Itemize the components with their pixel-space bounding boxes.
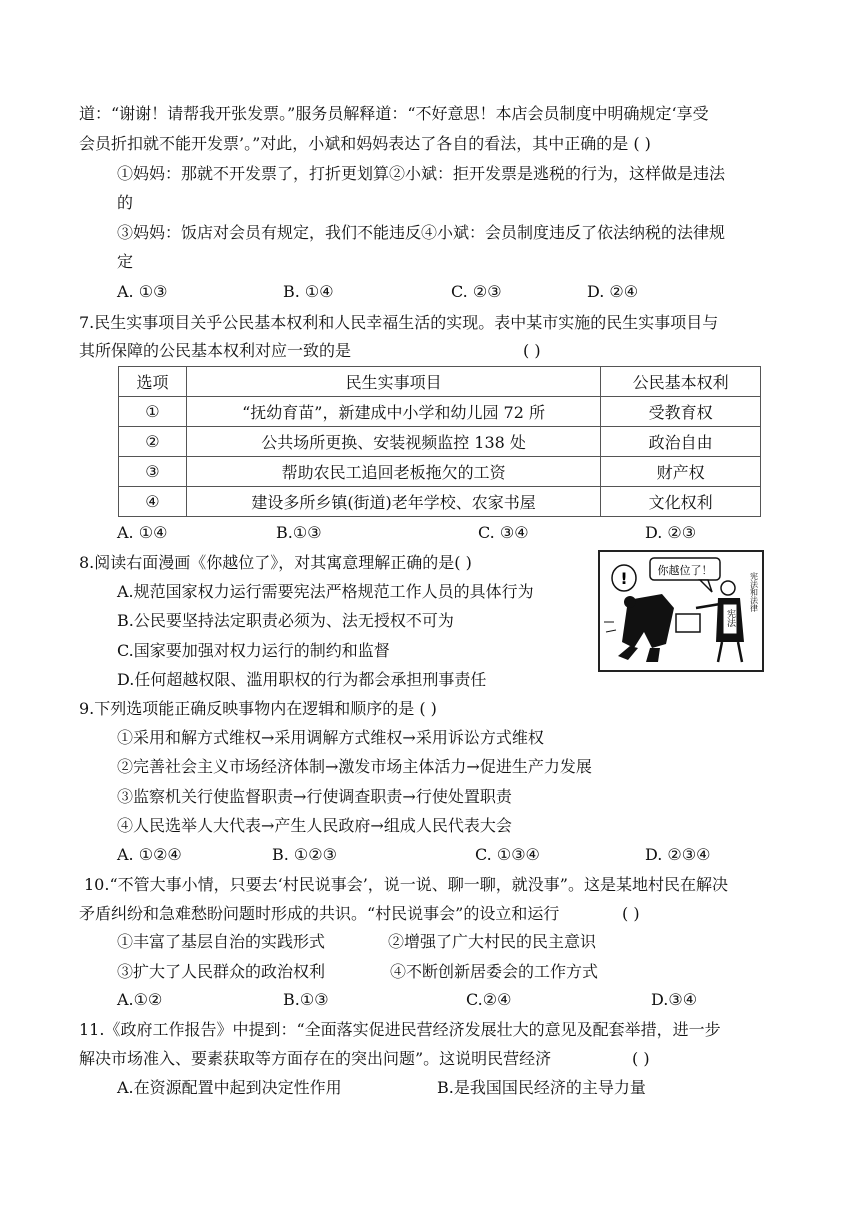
q10-item-4: ④不断创新居委会的工作方式 bbox=[390, 962, 599, 981]
q8-option-c: C.国家要加强对权力运行的制约和监督 bbox=[117, 641, 390, 660]
q10-stem-line-1: 10.“不管大事小情，只要去‘村民说事会’，说一说、聊一聊，就没事”。这是某地村民在解决 bbox=[84, 875, 728, 894]
q10-stem-line-2: 矛盾纠纷和急难愁盼问题时形成的共识。“村民说事会”的设立和运行 bbox=[79, 904, 560, 923]
q6-item-1-cont: 的 bbox=[117, 193, 134, 212]
q7-stem-line-1: 7.民生实事项目关乎公民基本权利和人民幸福生活的实现。表中某市实施的民生实事项目与 bbox=[79, 313, 719, 332]
q6-item-2: ③妈妈：饭店对会员有规定，我们不能违反④小斌：会员制度违反了依法纳税的法律规 bbox=[117, 223, 726, 242]
table-row bbox=[119, 487, 761, 517]
table-cell: 帮助农民工追回老板拖欠的工资 bbox=[186, 457, 600, 487]
q10-item-2: ②增强了广大村民的民主意识 bbox=[388, 932, 597, 951]
q6-option-d: D. ②④ bbox=[587, 282, 639, 301]
q7-option-c: C. ③④ bbox=[478, 523, 529, 542]
table-cell: ① bbox=[119, 397, 187, 427]
table-header-cell: 公民基本权利 bbox=[601, 367, 761, 397]
table-header-cell: 选项 bbox=[119, 367, 187, 397]
q8-option-b: B.公民要坚持法定职责必须为、法无授权不可为 bbox=[117, 611, 454, 630]
table-cell: 文化权利 bbox=[601, 487, 761, 517]
q7-option-d: D. ②③ bbox=[645, 523, 697, 542]
cartoon-image bbox=[598, 550, 764, 672]
table-cell: ④ bbox=[119, 487, 187, 517]
q9-item-1: ①采用和解方式维权→采用调解方式维权→采用诉讼方式维权 bbox=[117, 728, 544, 747]
table-header-row bbox=[119, 367, 761, 397]
table-cell: 受教育权 bbox=[601, 397, 761, 427]
q7-table bbox=[118, 366, 761, 517]
q6-item-1: ①妈妈：那就不开发票了，打折更划算②小斌：拒开发票是逃税的行为，这样做是违法 bbox=[117, 164, 726, 183]
table-cell: “抚幼育苗”，新建成中小学和幼儿园 72 所 bbox=[186, 397, 600, 427]
q9-option-a: A. ①②④ bbox=[117, 845, 182, 864]
q6-option-a: A. ①③ bbox=[117, 282, 168, 301]
table-row bbox=[119, 397, 761, 427]
table-row bbox=[119, 457, 761, 487]
q9-stem: 9.下列选项能正确反映事物内在逻辑和顺序的是 ( ) bbox=[79, 699, 437, 718]
q7-answer-paren: ( ) bbox=[523, 341, 541, 360]
q6-line-2: 会员折扣就不能开发票’。”对此，小斌和妈妈表达了各自的看法，其中正确的是 ( ) bbox=[79, 134, 651, 153]
q7-option-a: A. ①④ bbox=[117, 523, 168, 542]
side-text: 宪法和法律 bbox=[749, 572, 759, 612]
q10-answer-paren: ( ) bbox=[622, 904, 640, 923]
q10-option-b: B.①③ bbox=[283, 990, 329, 1009]
q9-option-b: B. ①②③ bbox=[272, 845, 337, 864]
q6-item-2-cont: 定 bbox=[117, 252, 134, 271]
q11-option-a: A.在资源配置中起到决定性作用 bbox=[117, 1078, 342, 1097]
q9-item-4: ④人民选举人大代表→产生人民政府→组成人民代表大会 bbox=[117, 816, 512, 835]
q10-option-c: C.②④ bbox=[466, 990, 512, 1009]
table-cell: 财产权 bbox=[601, 457, 761, 487]
q11-stem-line-2: 解决市场准入、要素获取等方面存在的突出问题”。这说明民营经济 bbox=[79, 1049, 552, 1068]
exclaim-mark: ! bbox=[620, 569, 628, 588]
q9-option-d: D. ②③④ bbox=[645, 845, 711, 864]
q8-option-d: D.任何超越权限、滥用职权的行为都会承担刑事责任 bbox=[117, 670, 487, 689]
q6-line-1: 道：“谢谢！请帮我开张发票。”服务员解释道：“不好意思！本店会员制度中明确规定‘享受 bbox=[79, 104, 709, 123]
q11-stem-line-1: 11.《政府工作报告》中提到：“全面落实促进民营经济发展壮大的意见及配套举措，进一步 bbox=[79, 1020, 721, 1039]
q11-option-b: B.是我国国民经济的主导力量 bbox=[437, 1078, 646, 1097]
q8-stem: 8.阅读右面漫画《你越位了》，对其寓意理解正确的是( ) bbox=[79, 553, 472, 572]
q10-item-3: ③扩大了人民群众的政治权利 bbox=[117, 962, 326, 981]
q10-item-1: ①丰富了基层自治的实践形式 bbox=[117, 932, 326, 951]
q10-option-a: A.①② bbox=[117, 990, 163, 1009]
cartoon-drawing bbox=[600, 552, 762, 670]
q9-option-c: C. ①③④ bbox=[475, 845, 540, 864]
q8-option-a: A.规范国家权力运行需要宪法严格规范工作人员的具体行为 bbox=[117, 582, 534, 601]
table-cell: ③ bbox=[119, 457, 187, 487]
figure-label: 宪法 bbox=[725, 609, 735, 627]
q6-option-c: C. ②③ bbox=[451, 282, 502, 301]
table-header-cell: 民生实事项目 bbox=[186, 367, 600, 397]
table-cell: 建设多所乡镇(街道)老年学校、农家书屋 bbox=[186, 487, 600, 517]
q10-option-d: D.③④ bbox=[651, 990, 698, 1009]
table-row bbox=[119, 427, 761, 457]
table-cell: 公共场所更换、安装视频监控 138 处 bbox=[186, 427, 600, 457]
q11-answer-paren: ( ) bbox=[632, 1049, 650, 1068]
table-cell: 政治自由 bbox=[601, 427, 761, 457]
q9-item-2: ②完善社会主义市场经济体制→激发市场主体活力→促进生产力发展 bbox=[117, 757, 592, 776]
q7-option-b: B.①③ bbox=[276, 523, 322, 542]
q9-item-3: ③监察机关行使监督职责→行使调查职责→行使处置职责 bbox=[117, 787, 512, 806]
q6-option-b: B. ①④ bbox=[283, 282, 334, 301]
table-cell: ② bbox=[119, 427, 187, 457]
speech-text: 你越位了！ bbox=[657, 564, 713, 577]
q7-stem-line-2: 其所保障的公民基本权利对应一致的是 bbox=[79, 341, 352, 360]
